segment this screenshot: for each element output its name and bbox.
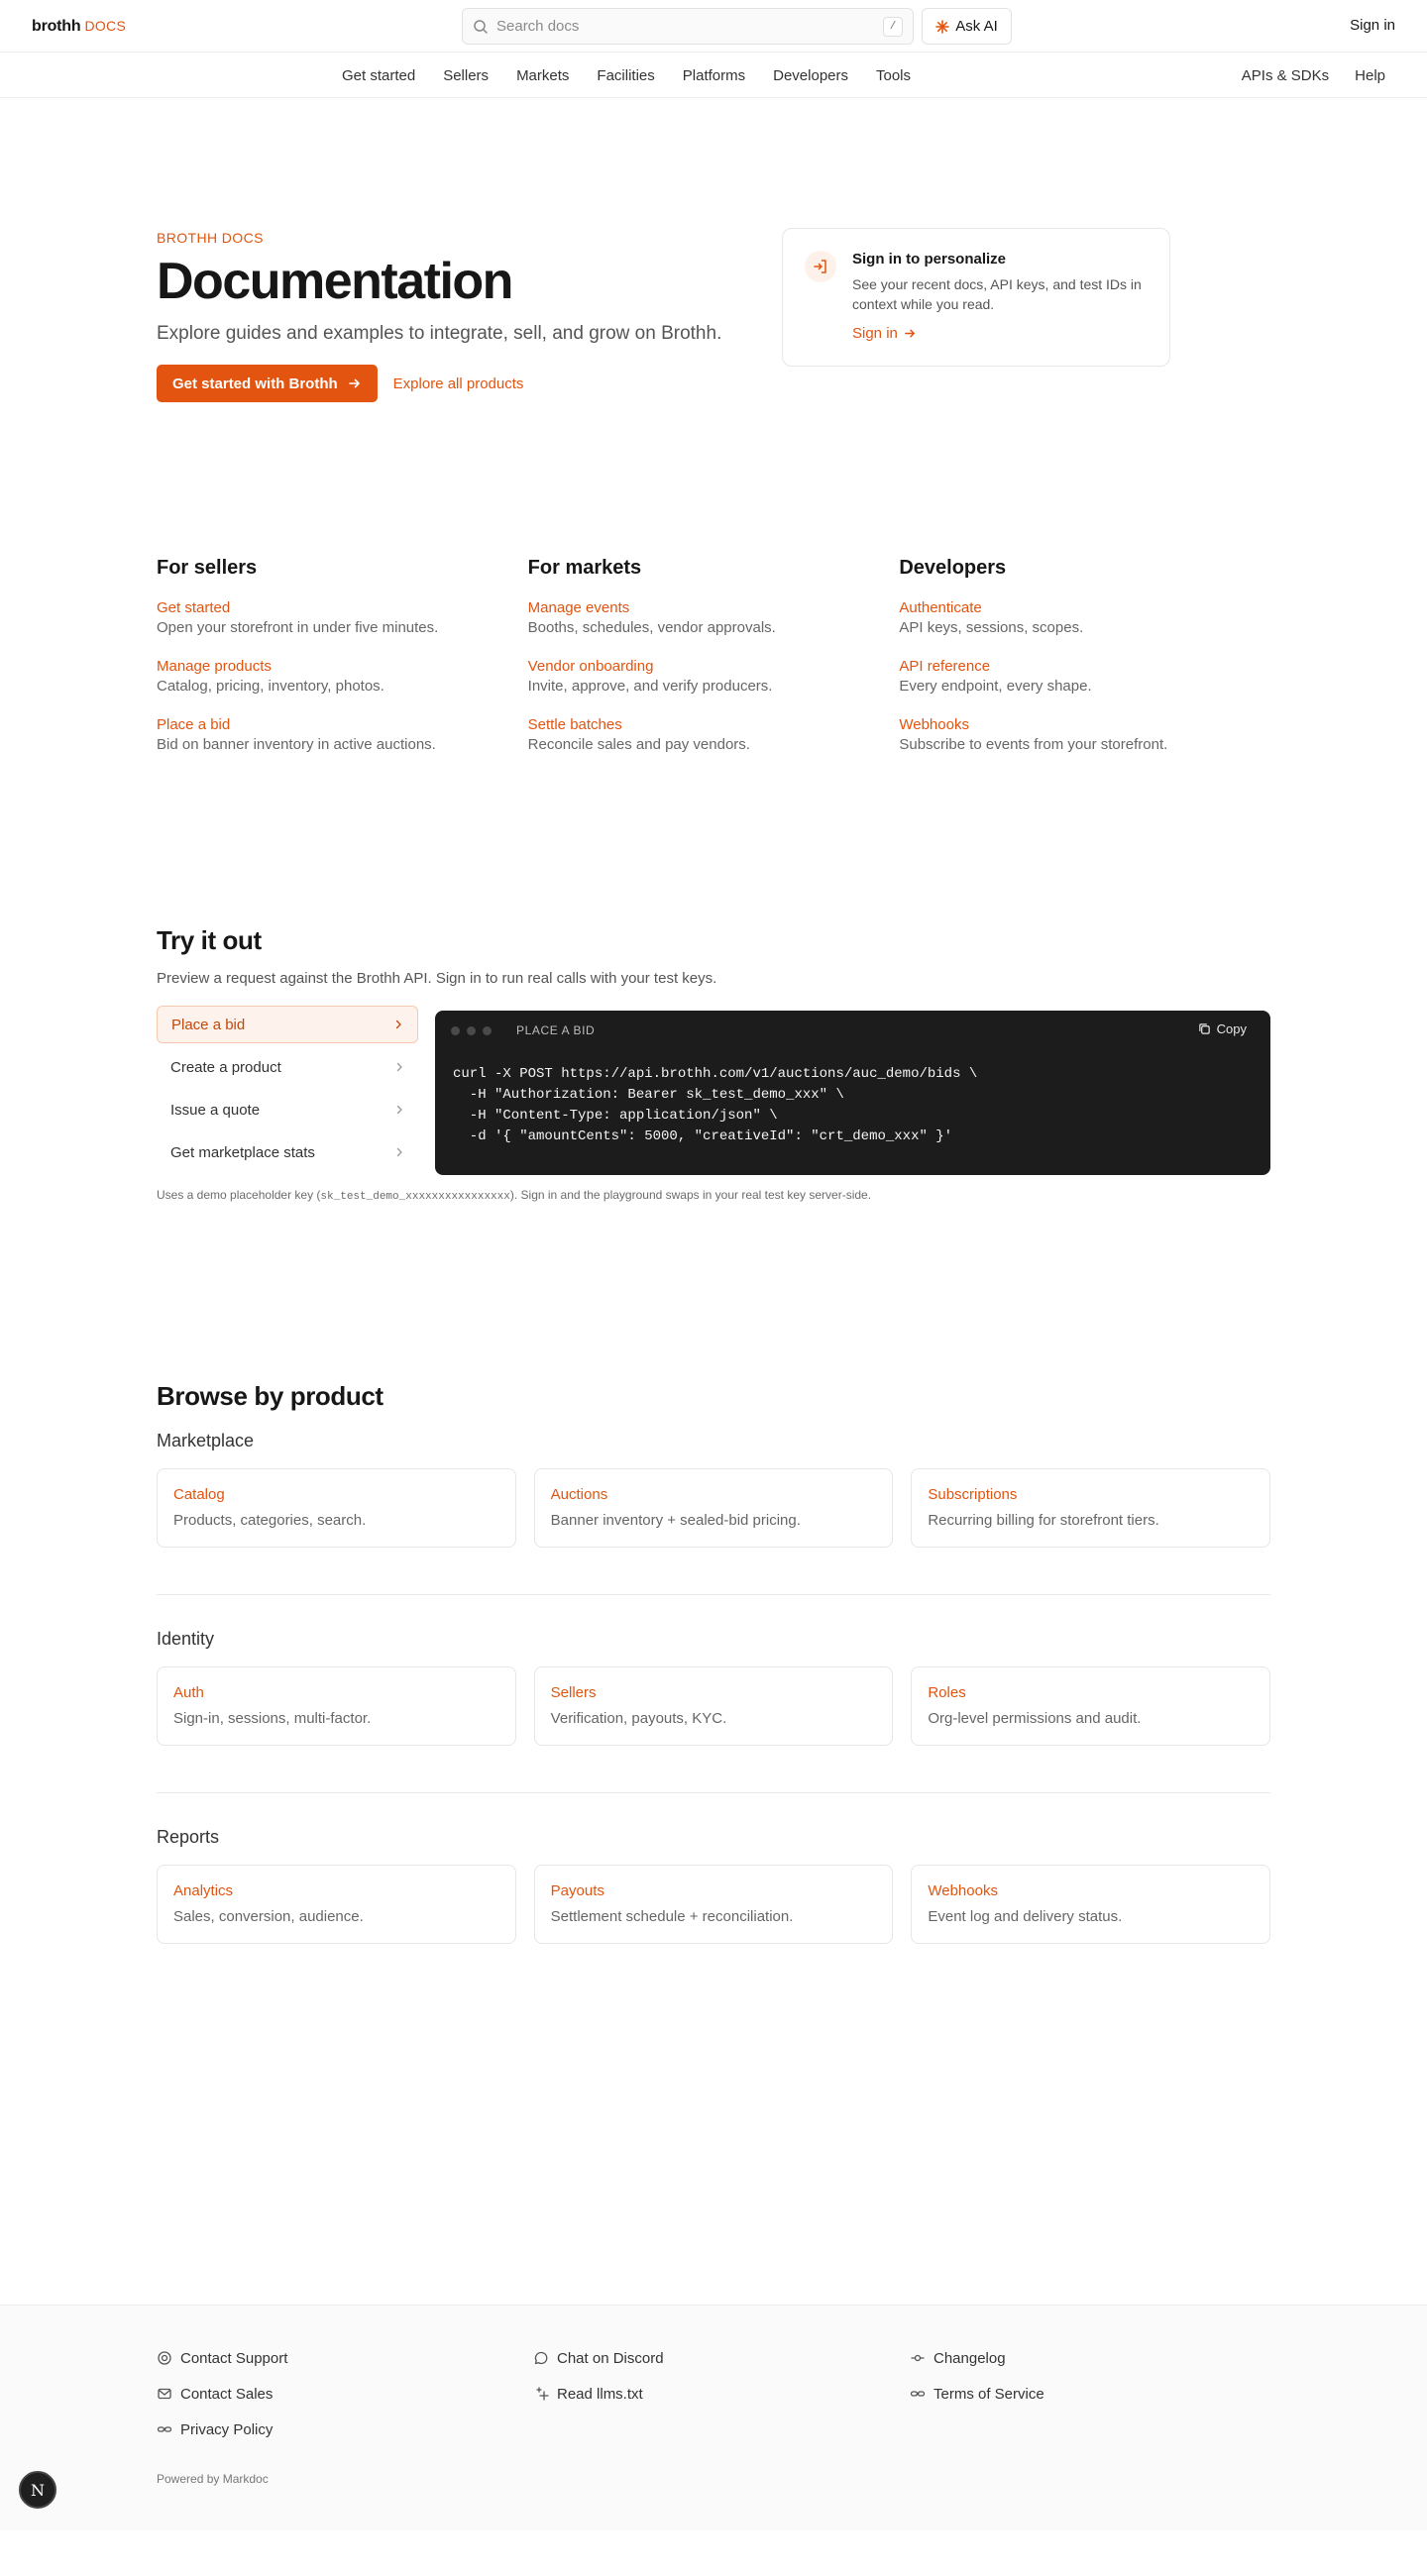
- powered-by: Powered by Markdoc: [157, 2472, 269, 2486]
- column-for-sellers: [157, 557, 528, 775]
- code-snippet: curl -X POST https://api.brothh.com/v1/auctions/auc_demo/bids \ -H "Authorization: Bearer sk_test_demo_xxx" \ -H "Content-Type: application/json" \ -d '{ "amountCents": 5000, "creativeId": "crt_demo_xxx" }': [453, 1066, 978, 1144]
- signin-card-description: See your recent docs, API keys, and test IDs in context while you read.: [852, 276, 1142, 312]
- product-card-sellers[interactable]: [534, 1666, 894, 1746]
- search-icon: [473, 19, 489, 35]
- product-card-title: Subscriptions: [928, 1486, 1018, 1503]
- product-card-title: Webhooks: [928, 1882, 998, 1899]
- nav-item-help[interactable]: Help: [1355, 66, 1385, 84]
- product-card-title: Catalog: [173, 1486, 225, 1503]
- nav-item-sellers[interactable]: Sellers: [443, 66, 490, 84]
- product-card-description: Sign-in, sessions, multi-factor.: [173, 1710, 372, 1727]
- request-item-place-a-bid[interactable]: [157, 1006, 418, 1043]
- section-divider: [157, 1594, 1270, 1595]
- nav-item-tools[interactable]: Tools: [876, 66, 912, 84]
- footer: [0, 2305, 1427, 2530]
- column-link-authenticate[interactable]: [899, 599, 1270, 636]
- product-card-description: Products, categories, search.: [173, 1512, 367, 1529]
- footer-link-changelog[interactable]: [910, 2348, 1044, 2368]
- column-heading: For markets: [527, 557, 642, 579]
- footer-link-label: Changelog: [933, 2349, 1006, 2367]
- copy-button[interactable]: [1198, 1021, 1247, 1036]
- try-it-out-section: [157, 925, 1270, 1203]
- note-suffix: ). Sign in and the playground swaps in your real test key server-side.: [509, 1188, 872, 1202]
- product-card-auctions[interactable]: [534, 1468, 894, 1548]
- product-card-title: Analytics: [173, 1882, 234, 1899]
- column-link-description: Reconcile sales and pay vendors.: [527, 736, 750, 753]
- product-card-catalog[interactable]: [157, 1468, 516, 1548]
- nav-item-facilities[interactable]: Facilities: [597, 66, 655, 84]
- arrow-right-icon: [348, 376, 362, 390]
- column-link-title: Manage products: [157, 658, 272, 675]
- column-link-title: Settle batches: [527, 716, 622, 733]
- browse-title: Browse by product: [157, 1381, 384, 1411]
- ask-ai-label: Ask AI: [955, 18, 998, 35]
- product-card-subscriptions[interactable]: [911, 1468, 1270, 1548]
- note-key: sk_test_demo_xxxxxxxxxxxxxxxx: [320, 1191, 510, 1203]
- brand-suffix: DOCS: [84, 18, 127, 34]
- column-heading: Developers: [899, 557, 1007, 579]
- window-dot: [451, 1026, 460, 1035]
- column-link-title: Place a bid: [157, 716, 231, 733]
- ask-ai-button[interactable]: [922, 8, 1012, 45]
- get-started-label: Get started with Brothh: [172, 375, 338, 392]
- product-card-analytics[interactable]: [157, 1865, 516, 1944]
- product-card-title: Roles: [928, 1684, 966, 1701]
- hero-eyebrow: BROTHH DOCS: [157, 230, 264, 246]
- window-dot: [483, 1026, 492, 1035]
- footer-link-label: Chat on Discord: [557, 2349, 664, 2367]
- footer-column: [533, 2348, 664, 2419]
- mail-icon: [157, 2386, 172, 2402]
- request-item-issue-a-quote[interactable]: [157, 1091, 418, 1128]
- product-card-auth[interactable]: [157, 1666, 516, 1746]
- signin-card-title: Sign in to personalize: [852, 251, 1007, 268]
- try-note: [157, 1188, 871, 1203]
- column-heading: For sellers: [157, 557, 258, 579]
- floating-badge[interactable]: N: [19, 2471, 56, 2509]
- product-card-title: Payouts: [550, 1882, 604, 1899]
- sign-in-link[interactable]: Sign in: [1350, 17, 1395, 34]
- column-link-description: Every endpoint, every shape.: [899, 678, 1092, 695]
- signin-card-link-label: Sign in: [852, 325, 898, 342]
- nav-item-get-started[interactable]: Get started: [342, 66, 416, 84]
- request-list: [157, 1006, 418, 1176]
- chevron-right-icon: [394, 1102, 404, 1119]
- product-cards: [157, 1666, 1270, 1746]
- request-item-create-a-product[interactable]: [157, 1048, 418, 1086]
- get-started-button[interactable]: [157, 365, 378, 402]
- column-link-vendor-onboarding[interactable]: [528, 658, 900, 695]
- copy-icon: [1198, 1022, 1211, 1035]
- try-description: Preview a request against the Brothh API. Sign in to run real calls with your test keys.: [157, 970, 717, 987]
- footer-link-privacy-policy[interactable]: [157, 2419, 287, 2439]
- column-link-title: API reference: [899, 658, 991, 675]
- hero: [157, 230, 721, 402]
- chevron-right-icon: [393, 1017, 403, 1033]
- product-card-description: Banner inventory + sealed-bid pricing.: [550, 1512, 801, 1529]
- product-cards: [157, 1865, 1270, 1944]
- chevron-right-icon: [394, 1059, 404, 1076]
- section-divider: [157, 1792, 1270, 1793]
- column-link-title: Authenticate: [899, 599, 982, 616]
- column-link-title: Webhooks: [899, 716, 969, 733]
- commit-icon: [910, 2350, 926, 2366]
- request-label: Create a product: [170, 1058, 281, 1076]
- column-developers: [899, 557, 1270, 775]
- product-group-reports: [157, 1827, 1270, 1944]
- search-shortcut-key: /: [883, 17, 903, 37]
- link-icon: [157, 2421, 172, 2437]
- column-link-description: Open your storefront in under five minutes.: [157, 619, 439, 636]
- product-card-roles[interactable]: [911, 1666, 1270, 1746]
- main-nav: [0, 53, 1427, 98]
- column-link-api-reference[interactable]: [899, 658, 1270, 695]
- column-link-description: Catalog, pricing, inventory, photos.: [157, 678, 384, 695]
- column-for-markets: [528, 557, 900, 775]
- column-link-description: API keys, sessions, scopes.: [899, 619, 1084, 636]
- footer-column: [157, 2348, 287, 2455]
- footer-column: [910, 2348, 1044, 2419]
- product-card-description: Sales, conversion, audience.: [173, 1908, 364, 1925]
- nav-item-platforms[interactable]: Platforms: [682, 66, 746, 84]
- request-label: Get marketplace stats: [170, 1143, 315, 1161]
- brand-logo[interactable]: [32, 18, 126, 36]
- top-bar: [0, 0, 1427, 53]
- footer-link-label: Contact Sales: [180, 2385, 274, 2403]
- product-cards: [157, 1468, 1270, 1548]
- column-link-webhooks[interactable]: [899, 716, 1270, 753]
- hero-subtitle: Explore guides and examples to integrate, sell, and grow on Brothh.: [157, 323, 722, 344]
- sign-in-icon: [805, 251, 836, 282]
- footer-link-label: Contact Support: [180, 2349, 288, 2367]
- nav-item-developers[interactable]: Developers: [773, 66, 848, 84]
- column-link-settle-batches[interactable]: [528, 716, 900, 753]
- column-link-description: Invite, approve, and verify producers.: [527, 678, 773, 695]
- page-title: Documentation: [157, 253, 512, 310]
- product-card-title: Sellers: [550, 1684, 597, 1701]
- product-group-title: Marketplace: [157, 1431, 255, 1450]
- signin-card: [782, 228, 1170, 367]
- product-card-description: Event log and delivery status.: [928, 1908, 1123, 1925]
- footer-link-read-llms-txt[interactable]: [533, 2384, 664, 2404]
- chat-icon: [533, 2350, 549, 2366]
- footer-link-label: Terms of Service: [933, 2385, 1044, 2403]
- request-label: Issue a quote: [170, 1101, 261, 1119]
- request-label: Place a bid: [171, 1016, 246, 1033]
- audience-columns: [157, 557, 1270, 775]
- footer-link-label: Privacy Policy: [180, 2420, 274, 2438]
- chevron-right-icon: [394, 1144, 404, 1161]
- code-panel-title: PLACE A BID: [516, 1023, 596, 1037]
- brand-name: brothh: [32, 18, 81, 35]
- copy-label: Copy: [1216, 1021, 1247, 1036]
- support-icon: [157, 2350, 172, 2366]
- browse-by-product: [157, 1381, 1270, 1925]
- column-link-title: Vendor onboarding: [527, 658, 654, 675]
- code-panel: [435, 1011, 1270, 1175]
- nav-item-apis-sdks[interactable]: APIs & SDKs: [1241, 66, 1330, 84]
- product-card-description: Org-level permissions and audit.: [928, 1710, 1142, 1727]
- note-prefix: Uses a demo placeholder key (: [157, 1188, 321, 1202]
- link-icon: [910, 2386, 926, 2402]
- product-card-webhooks[interactable]: [911, 1865, 1270, 1944]
- product-card-title: Auth: [173, 1684, 204, 1701]
- nav-right-links: [1242, 53, 1385, 98]
- product-group-marketplace: [157, 1431, 1270, 1548]
- nav-item-markets[interactable]: Markets: [516, 66, 570, 84]
- search-box[interactable]: [462, 8, 914, 45]
- product-group-title: Reports: [157, 1827, 220, 1847]
- nav-links: [342, 53, 911, 98]
- column-link-manage-products[interactable]: [157, 658, 528, 695]
- window-dot: [467, 1026, 476, 1035]
- product-card-title: Auctions: [550, 1486, 608, 1503]
- request-item-get-marketplace-stats[interactable]: [157, 1133, 418, 1171]
- footer-link-terms-of-service[interactable]: [910, 2384, 1044, 2404]
- product-card-description: Recurring billing for storefront tiers.: [928, 1512, 1159, 1529]
- column-link-description: Booths, schedules, vendor approvals.: [527, 619, 776, 636]
- product-group-identity: [157, 1629, 1270, 1746]
- footer-link-contact-sales[interactable]: [157, 2384, 287, 2404]
- hero-actions: [157, 365, 721, 402]
- footer-link-contact-support[interactable]: [157, 2348, 287, 2368]
- column-link-manage-events[interactable]: [528, 599, 900, 636]
- signin-card-link[interactable]: [852, 325, 917, 342]
- product-card-description: Verification, payouts, KYC.: [550, 1710, 727, 1727]
- column-link-title: Manage events: [527, 599, 630, 616]
- arrow-right-icon: [904, 327, 917, 340]
- footer-link-label: Read llms.txt: [557, 2385, 643, 2403]
- sparkle-icon: [935, 20, 949, 34]
- column-link-description: Subscribe to events from your storefront.: [899, 736, 1168, 753]
- explore-products-link[interactable]: Explore all products: [392, 375, 524, 392]
- column-link-title: Get started: [157, 599, 231, 616]
- product-card-description: Settlement schedule + reconciliation.: [550, 1908, 794, 1925]
- search-input[interactable]: [496, 18, 883, 35]
- column-link-get-started[interactable]: [157, 599, 528, 636]
- footer-link-chat-on-discord[interactable]: [533, 2348, 664, 2368]
- sparkle-icon: [533, 2386, 549, 2402]
- column-link-description: Bid on banner inventory in active auctions.: [157, 736, 436, 753]
- code-panel-header: [435, 1011, 1270, 1050]
- try-title: Try it out: [157, 925, 262, 955]
- product-card-payouts[interactable]: [534, 1865, 894, 1944]
- column-link-place-a-bid[interactable]: [157, 716, 528, 753]
- product-group-title: Identity: [157, 1629, 215, 1649]
